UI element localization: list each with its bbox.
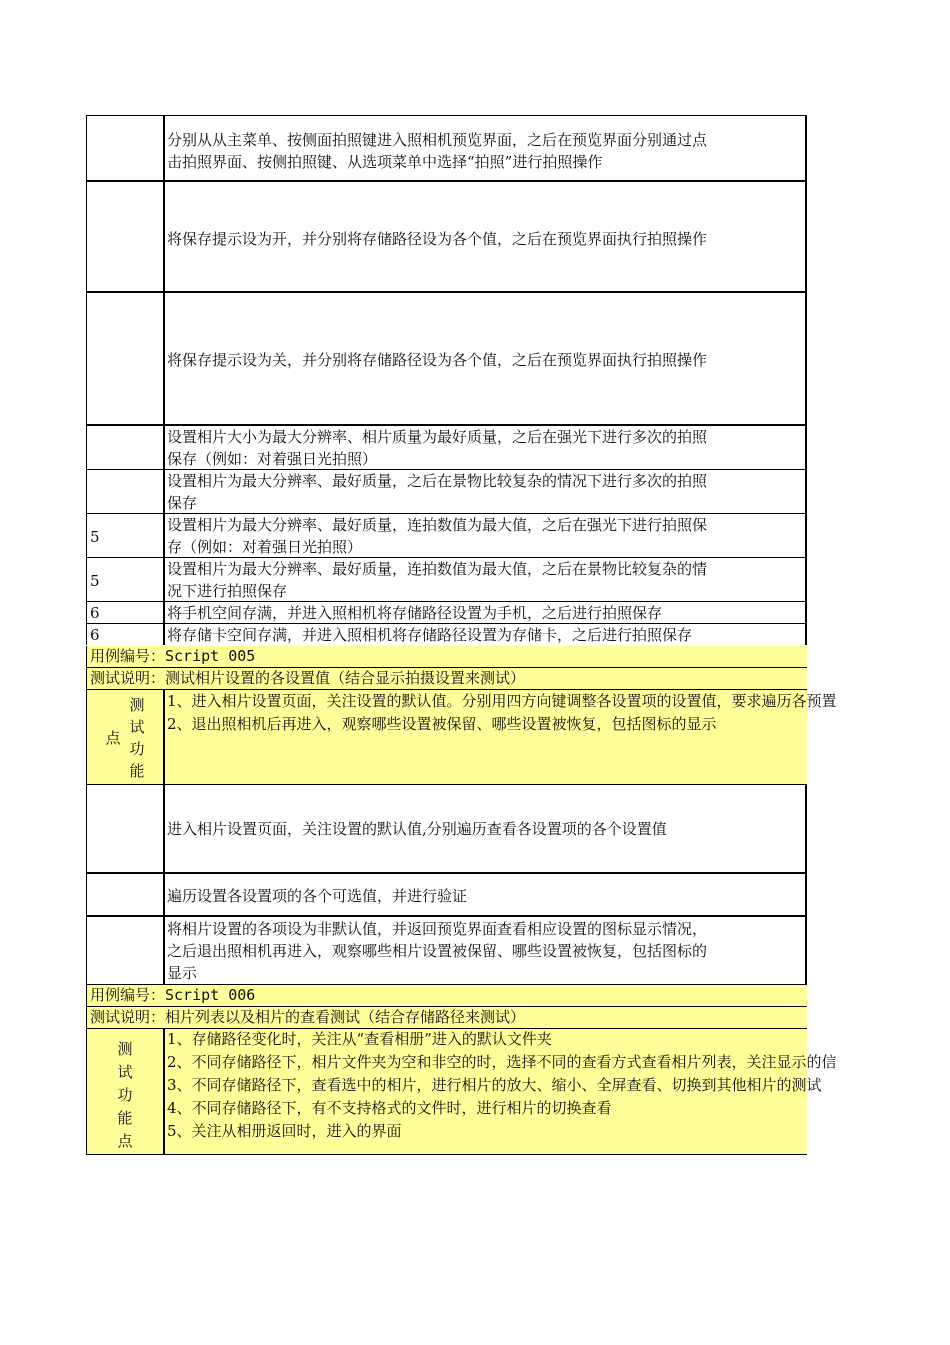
row-divider [86,872,807,874]
table-column-divider [163,784,165,984]
table-row-text: 将相片设置的各项设为非默认值，并返回预览界面查看相应设置的图标显示情况， 之后退出照相机再进入，观察哪些相片设置被保留、哪些设置被恢复，包括图标的 显示 [167,920,708,982]
test-point-label-char: 功 [117,1086,133,1104]
table-left-border [86,985,87,1154]
test-point-label-char: 测 [117,1040,133,1058]
table-column-divider [163,115,165,645]
row-divider [86,784,807,785]
row-divider [86,180,807,182]
table-row-text: 设置相片为最大分辨率、最好质量，连拍数值为最大值，之后在景物比较复杂的情 况下进行拍照保存 [167,560,708,600]
test-point-label-char: 试 [129,718,145,736]
table-row-text: 设置相片大小为最大分辨率、相片质量为最好质量，之后在强光下进行多次的拍照 保存（例如：对着强日光拍照） [167,428,708,468]
test-point-item: 2、不同存储路径下，相片文件夹为空和非空的时，选择不同的查看方式查看相片列表，关注显示的信 [167,1053,837,1071]
row-divider [86,1154,807,1155]
test-point-label-char: 测 [129,696,145,714]
test-point-label-char: 功 [129,740,145,758]
row-number: 6 [90,604,100,622]
table-column-divider [163,690,165,784]
table-row-text: 设置相片为最大分辨率、最好质量，连拍数值为最大值，之后在强光下进行拍照保 存（例如：对着强日光拍照） [167,516,708,556]
test-point-label-char: 能 [129,762,145,780]
table-column-divider [163,1029,165,1154]
table-left-border [86,784,87,984]
test-description: 测试说明：相片列表以及相片的查看测试（结合存储路径来测试） [90,1008,526,1026]
table-row-text: 设置相片为最大分辨率、最好质量，之后在景物比较复杂的情况下进行多次的拍照 保存 [167,472,708,512]
row-number: 6 [90,626,100,644]
row-divider [86,115,807,116]
row-divider [86,291,807,293]
test-point-label-char: 试 [117,1063,133,1081]
test-point-label-char: 点 [105,729,121,747]
table-row-text: 进入相片设置页面，关注设置的默认值,分别遍历查看各设置项的各个设置值 [167,820,667,838]
test-point-item: 4、不同存储路径下，有不支持格式的文件时，进行相片的切换查看 [167,1099,612,1117]
row-number: 5 [90,572,100,590]
table-row-text: 将手机空间存满，并进入照相机将存储路径设置为手机，之后进行拍照保存 [167,604,663,622]
test-point-label-char: 点 [117,1132,133,1150]
table-row-text: 将保存提示设为关，并分别将存储路径设为各个值，之后在预览界面执行拍照操作 [167,351,708,369]
table-left-border [86,115,87,645]
test-point-item: 3、不同存储路径下，查看选中的相片，进行相片的放大、缩小、全屏查看、切换到其他相片的测试 [167,1076,822,1094]
table-row-text: 将存储卡空间存满，并进入照相机将存储路径设置为存储卡，之后进行拍照保存 [167,626,693,644]
test-point-label-char: 能 [117,1109,133,1127]
case-id-label: 用例编号：Script 006 [90,986,256,1004]
row-number: 5 [90,528,100,546]
table-row-text: 分别从从主菜单、按侧面拍照键进入照相机预览界面，之后在预览界面分别通过点 击拍照界面、按侧拍照键、从选项菜单中选择“拍照”进行拍照操作 [167,131,708,171]
test-point-item: 1、存储路径变化时，关注从“查看相册”进入的默认文件夹 [167,1030,552,1048]
test-point-item: 1、进入相片设置页面，关注设置的默认值。分别用四方向键调整各设置项的设置值，要求遍历各预置 [167,692,837,710]
table-left-border [86,646,87,784]
test-description: 测试说明：测试相片设置的各设置值（结合显示拍摄设置来测试） [90,669,526,687]
table-row-text: 遍历设置各设置项的各个可选值，并进行验证 [167,887,468,905]
table-row-text: 将保存提示设为开，并分别将存储路径设为各个值，之后在预览界面执行拍照操作 [167,230,708,248]
case-id-label: 用例编号：Script 005 [90,647,256,665]
test-point-item: 5、关注从相册返回时，进入的界面 [167,1122,402,1140]
row-divider [86,915,807,917]
test-point-item: 2、退出照相机后再进入，观察哪些设置被保留、哪些设置被恢复，包括图标的显示 [167,715,717,733]
